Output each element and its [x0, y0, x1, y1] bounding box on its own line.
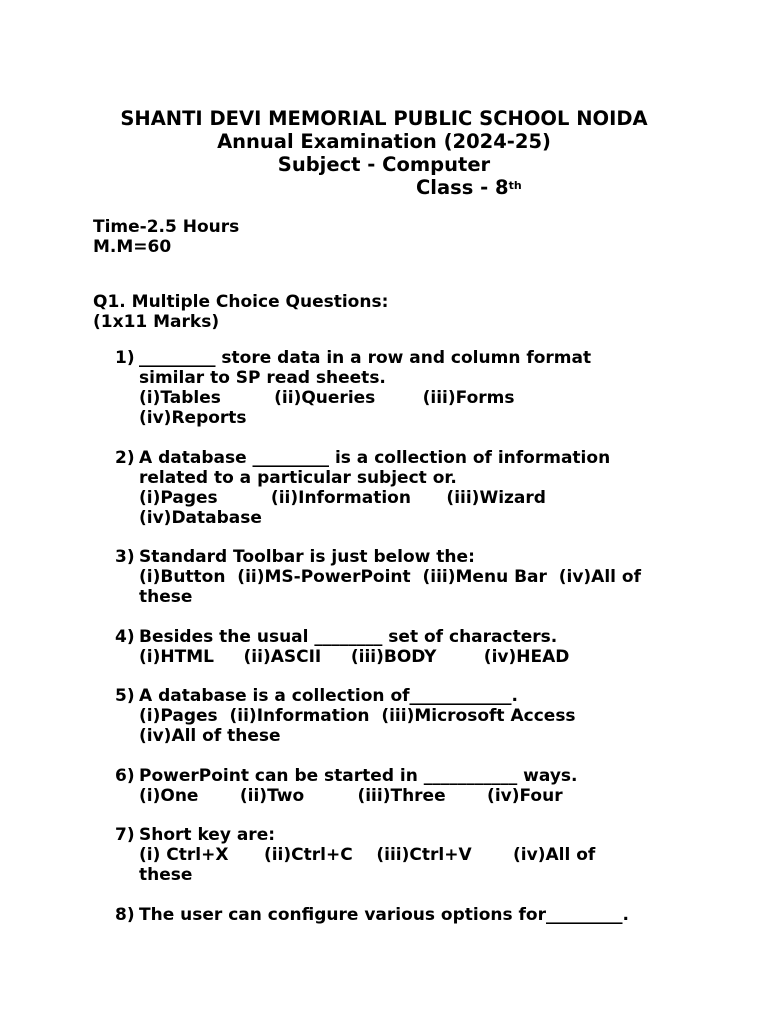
exam-header — [0, 107, 768, 176]
question-text: Besides the usual ________ set of characters. — [139, 626, 558, 647]
question-number: 7) — [115, 825, 135, 845]
question-item — [115, 825, 715, 885]
question-item — [115, 766, 715, 806]
question-text: PowerPoint can be started in ___________ ways. — [139, 765, 578, 786]
question-text: A database is a collection of____________. — [139, 686, 518, 706]
answer-options: (i) Ctrl+X (ii)Ctrl+C (iii)Ctrl+V (iv)All of — [139, 845, 596, 865]
question-body — [139, 766, 715, 806]
section-heading — [93, 292, 388, 332]
exam-meta — [93, 217, 239, 257]
question-text: related to a particular subject or. — [139, 467, 457, 488]
answer-options: these — [139, 865, 193, 885]
answer-options: these — [139, 587, 193, 607]
question-text: Standard Toolbar is just below the: — [139, 547, 475, 567]
school-name: SHANTI DEVI MEMORIAL PUBLIC SCHOOL NOIDA — [120, 107, 648, 130]
question-text: _________ store data in a row and column format — [139, 348, 592, 368]
subject-title: Subject - Computer — [277, 153, 491, 176]
question-item — [115, 686, 715, 746]
question-body — [139, 627, 715, 667]
question-text: Short key are: — [139, 825, 276, 845]
question-body — [139, 547, 715, 607]
max-marks: M.M=60 — [93, 237, 172, 257]
question-body — [139, 825, 715, 885]
question-text: The user can configure various options for_________. — [139, 904, 629, 925]
question-text: A database _________ is a collection of information — [139, 447, 611, 468]
question-text: similar to SP read sheets. — [139, 368, 386, 388]
answer-options: (iv)Database — [139, 507, 262, 528]
answer-options: (i)Pages (ii)Information (iii)Wizard — [139, 487, 546, 508]
answer-options: (iv)All of these — [139, 726, 281, 746]
question-body — [139, 905, 715, 925]
question-list — [115, 348, 715, 944]
question-item — [115, 448, 715, 528]
answer-options: (i)HTML (ii)ASCII (iii)BODY (iv)HEAD — [139, 646, 570, 667]
question-number: 2) — [115, 447, 135, 468]
question-number: 4) — [115, 626, 135, 647]
answer-options: (i)Button (ii)MS-PowerPoint (iii)Menu Bar (iv)All of — [139, 567, 641, 587]
class-title — [416, 176, 522, 199]
section-marks: (1x11 Marks) — [93, 312, 220, 332]
exam-title: Annual Examination (2024-25) — [217, 130, 551, 153]
question-item — [115, 905, 715, 925]
answer-options: (i)Tables (ii)Queries (iii)Forms — [139, 388, 515, 408]
question-body — [139, 686, 715, 746]
answer-options: (i)One (ii)Two (iii)Three (iv)Four — [139, 785, 563, 806]
question-body — [139, 448, 715, 528]
time-allowed: Time-2.5 Hours — [93, 217, 240, 237]
answer-options: (i)Pages (ii)Information (iii)Microsoft Access — [139, 706, 576, 726]
class-label: Class - 8 — [416, 176, 509, 199]
question-number: 8) — [115, 904, 135, 925]
answer-options: (iv)Reports — [139, 408, 247, 428]
question-item — [115, 627, 715, 667]
question-item — [115, 547, 715, 607]
class-superscript: th — [508, 179, 522, 192]
question-number: 6) — [115, 765, 135, 786]
question-number: 1) — [115, 348, 135, 368]
question-number: 5) — [115, 686, 135, 706]
question-item — [115, 348, 715, 428]
question-body — [139, 348, 715, 428]
question-number: 3) — [115, 547, 135, 567]
section-title: Q1. Multiple Choice Questions: — [93, 292, 389, 312]
